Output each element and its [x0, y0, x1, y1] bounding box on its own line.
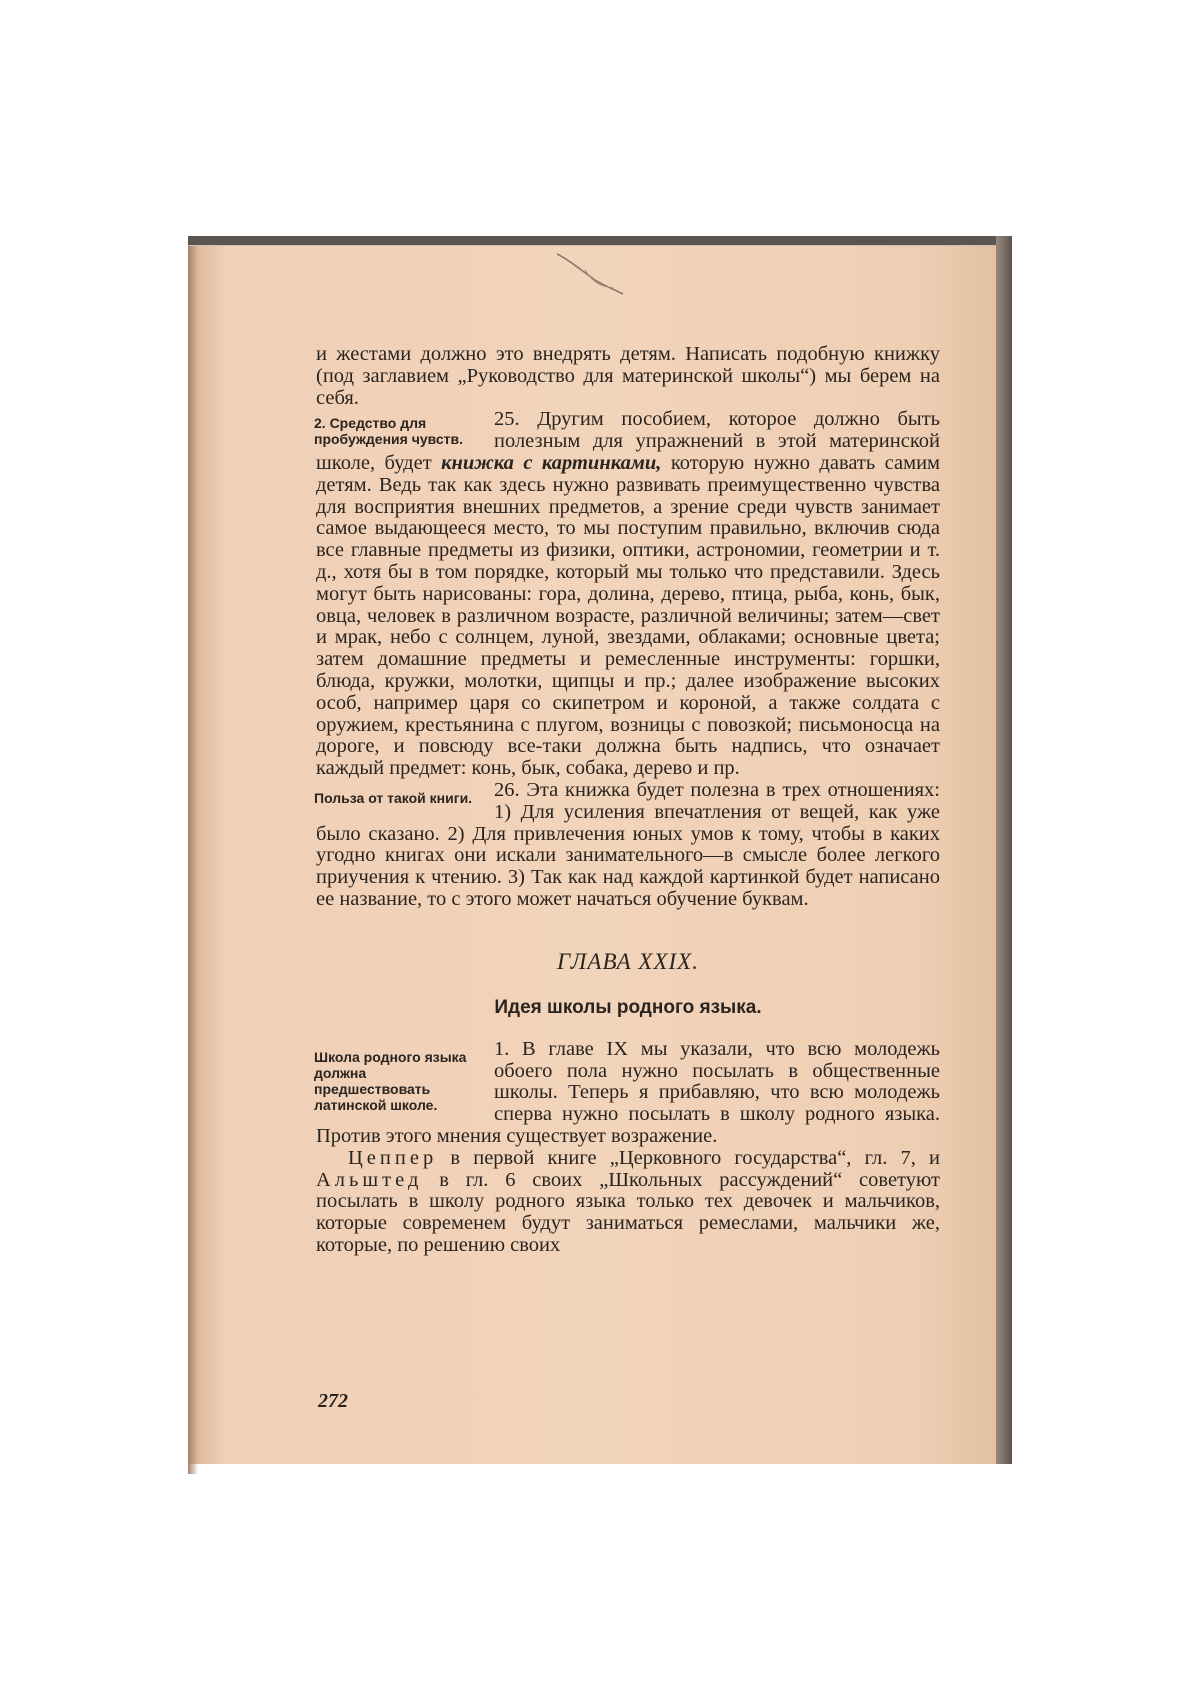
section-25-emphasis: книжка с картинками,	[441, 451, 662, 474]
zepper-text-2: в гл. 6 своих „Школьных рассуждений“ советуют посылать в школу родного языка только тех девочек и мальчиков, которые современем будут заниматься ремеслами, мальчики же, которые, по решению своих	[316, 1168, 940, 1256]
pencil-mark	[555, 250, 625, 300]
marginal-note-benefit: Польза от такой книги.	[314, 789, 473, 806]
chapter-title: Идея школы родного языка.	[494, 996, 762, 1018]
section-26: 26. Эта книжка будет полезна в трех отношениях: 1) Для усиления впечатления от вещей, как уже было сказано. 2) Для привлечения юных умов к тому, чтобы в каких угодно книгах они искали занимательного—в смысле более легкого приучения к чтению. 3) Так как над каждой картинкой будет написано ее название, то с этого может начаться обучение буквам.	[316, 778, 940, 910]
author-zepper: Цеппер	[348, 1146, 438, 1169]
zepper-text-1: в первой книге „Церковного государства“, гл. 7, и	[450, 1146, 940, 1169]
section-25-lead: 25. Другим пособием, которое должно быть полезным для упражнений в этой материнской школе, будет	[316, 408, 940, 474]
page-top-edge	[188, 236, 1012, 245]
page-text	[316, 344, 940, 1257]
binding-shadow	[188, 246, 198, 1474]
section-25-body: которую нужно давать самим детям. Ведь так как здесь нужно развивать преимущественно чувства для восприятия внешних предметов, а зрение среди чувств занимает самое выдающееся место, то мы поступим правильно, включив сюда все главные предметы из физики, оптики, астрономии, геометрии и т. д., хотя бы в том порядке, который мы только что представили. Здесь могут быть нарисованы: гора, долина, дерево, птица, рыба, конь, бык, овца, человек в различном возрасте, различной величины; затем—свет и мрак, небо с солнцем, луной, звездами, облаками; основные цвета; затем домашние предметы и ремесленные инструменты: горшки, блюда, кружки, молотки, щипцы и пр.; далее изображение высоких особ, например царя со скипетром и короной, а также солдата с оружием, крестьянина с плугом, возницы с повозкой; письмоносца на дороге, и повсюду все-таки должна быть надпись, что означает каждый предмет: конь, бык, собака, дерево и пр.	[316, 451, 941, 780]
chapter-heading: ГЛАВА XXIX.	[557, 948, 699, 974]
author-alsted: Альштед	[316, 1168, 423, 1191]
page-right-edge	[996, 236, 1012, 1464]
section-25	[316, 409, 940, 780]
section-1: 1. В главе IX мы указали, что всю молодежь обоего пола нужно посылать в общественные школы. Теперь я прибавляю, что всю молодежь сперва нужно посылать в школу родного языка. Против этого мнения существует возражение.	[316, 1037, 940, 1147]
marginal-note-school: Школа родного языка должна предшествовать латинской школе.	[314, 1048, 467, 1113]
marginal-note-senses: 2. Средство для пробуждения чувств.	[314, 415, 464, 448]
opening-paragraph: и жестами должно это внедрять детям. Написать подобную книжку (под заглавием „Руководство для материнской школы“) мы берем на себя.	[316, 343, 940, 409]
page-number: 272	[318, 1390, 348, 1412]
paragraph-zepper	[316, 1148, 940, 1257]
